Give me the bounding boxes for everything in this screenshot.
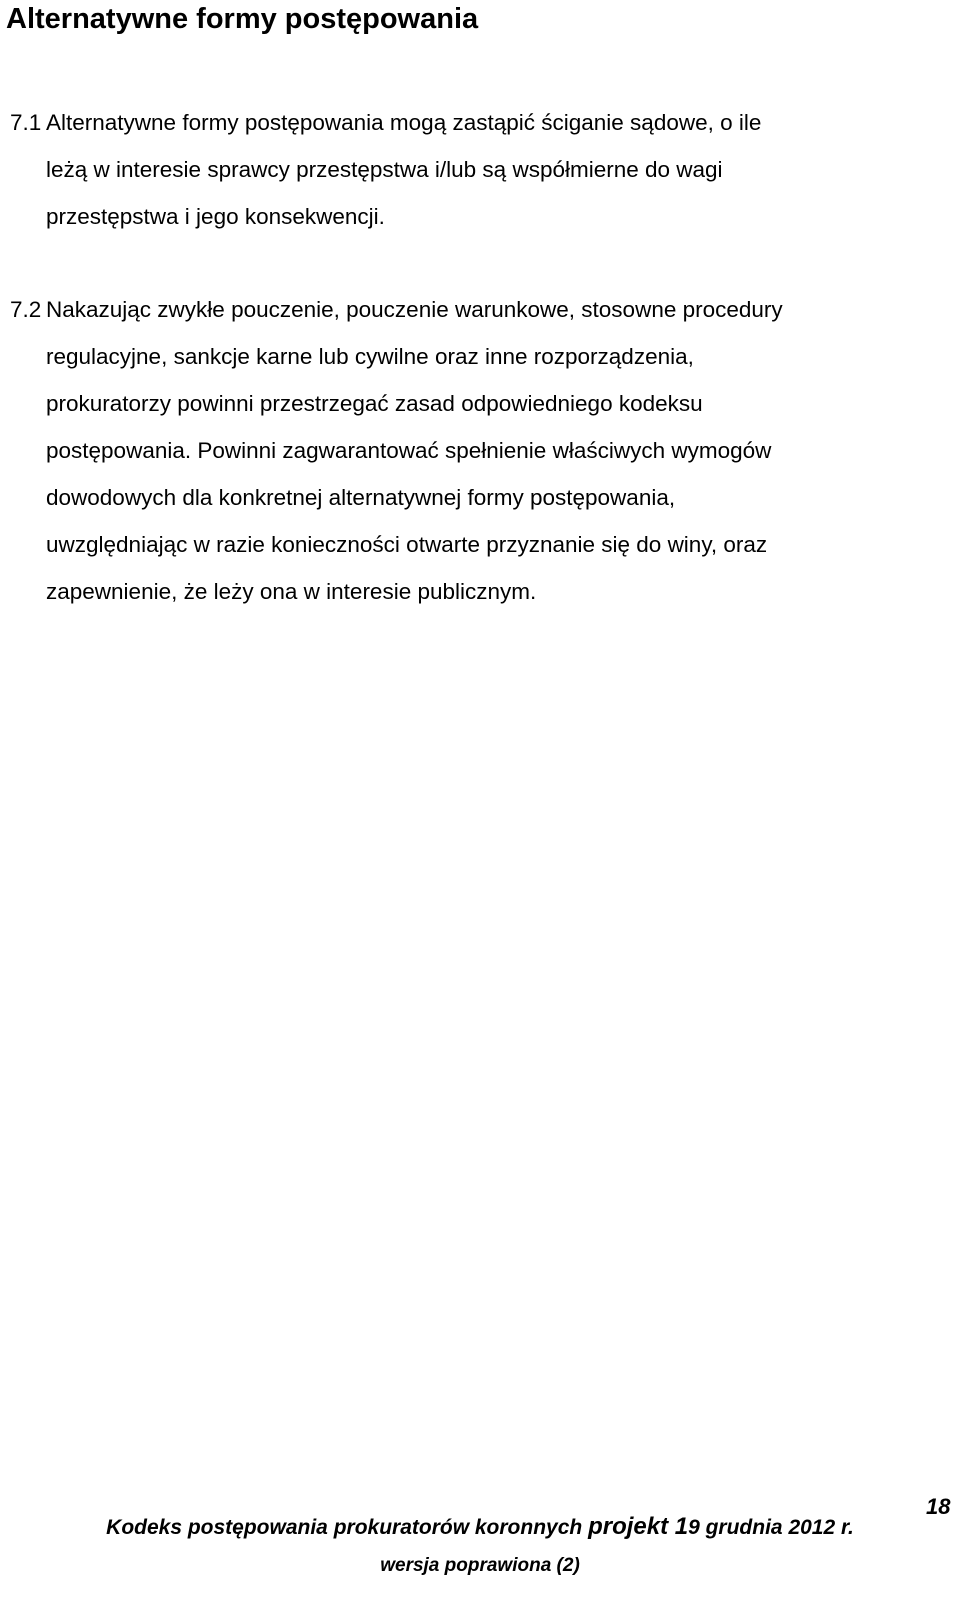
footer-title-part: Kodeks postępowania prokuratorów koronnych <box>106 1516 589 1539</box>
paragraph-line: leżą w interesie sprawcy przestępstwa i/lub są współmierne do wagi <box>46 157 723 182</box>
section-number: 7.2 <box>10 297 42 322</box>
footer-project-label: projekt 1 <box>588 1513 689 1540</box>
footer-version: wersja poprawiona (2) <box>380 1555 580 1576</box>
page-title: Alternatywne formy postępowania <box>6 3 479 35</box>
paragraph-line: dowodowych dla konkretnej alternatywnej formy postępowania, <box>46 485 676 510</box>
paragraph-line: Nakazując zwykłe pouczenie, pouczenie warunkowe, stosowne procedury <box>46 297 783 322</box>
paragraph-line: uwzględniając w razie konieczności otwarte przyznanie się do winy, oraz <box>46 532 768 557</box>
page-number: 18 <box>926 1494 951 1519</box>
paragraph-line: regulacyjne, sankcje karne lub cywilne oraz inne rozporządzenia, <box>46 344 694 369</box>
section-first-line <box>10 99 940 146</box>
paragraph-line: przestępstwa i jego konsekwencji. <box>46 204 385 229</box>
footer-title <box>0 1513 960 1542</box>
footer-date: 9 grudnia 2012 r. <box>688 1516 854 1539</box>
paragraph-line: postępowania. Powinni zagwarantować spełnienie właściwych wymogów <box>46 438 772 463</box>
section-number: 7.1 <box>10 110 42 135</box>
section-7-2 <box>10 286 940 615</box>
paragraph-line: zapewnienie, że leży ona w interesie publicznym. <box>46 579 537 604</box>
section-first-line <box>10 286 940 333</box>
paragraph-line: Alternatywne formy postępowania mogą zastąpić ściganie sądowe, o ile <box>46 110 762 135</box>
section-7-1 <box>10 99 940 240</box>
paragraph-line: prokuratorzy powinni przestrzegać zasad odpowiedniego kodeksu <box>46 391 703 416</box>
